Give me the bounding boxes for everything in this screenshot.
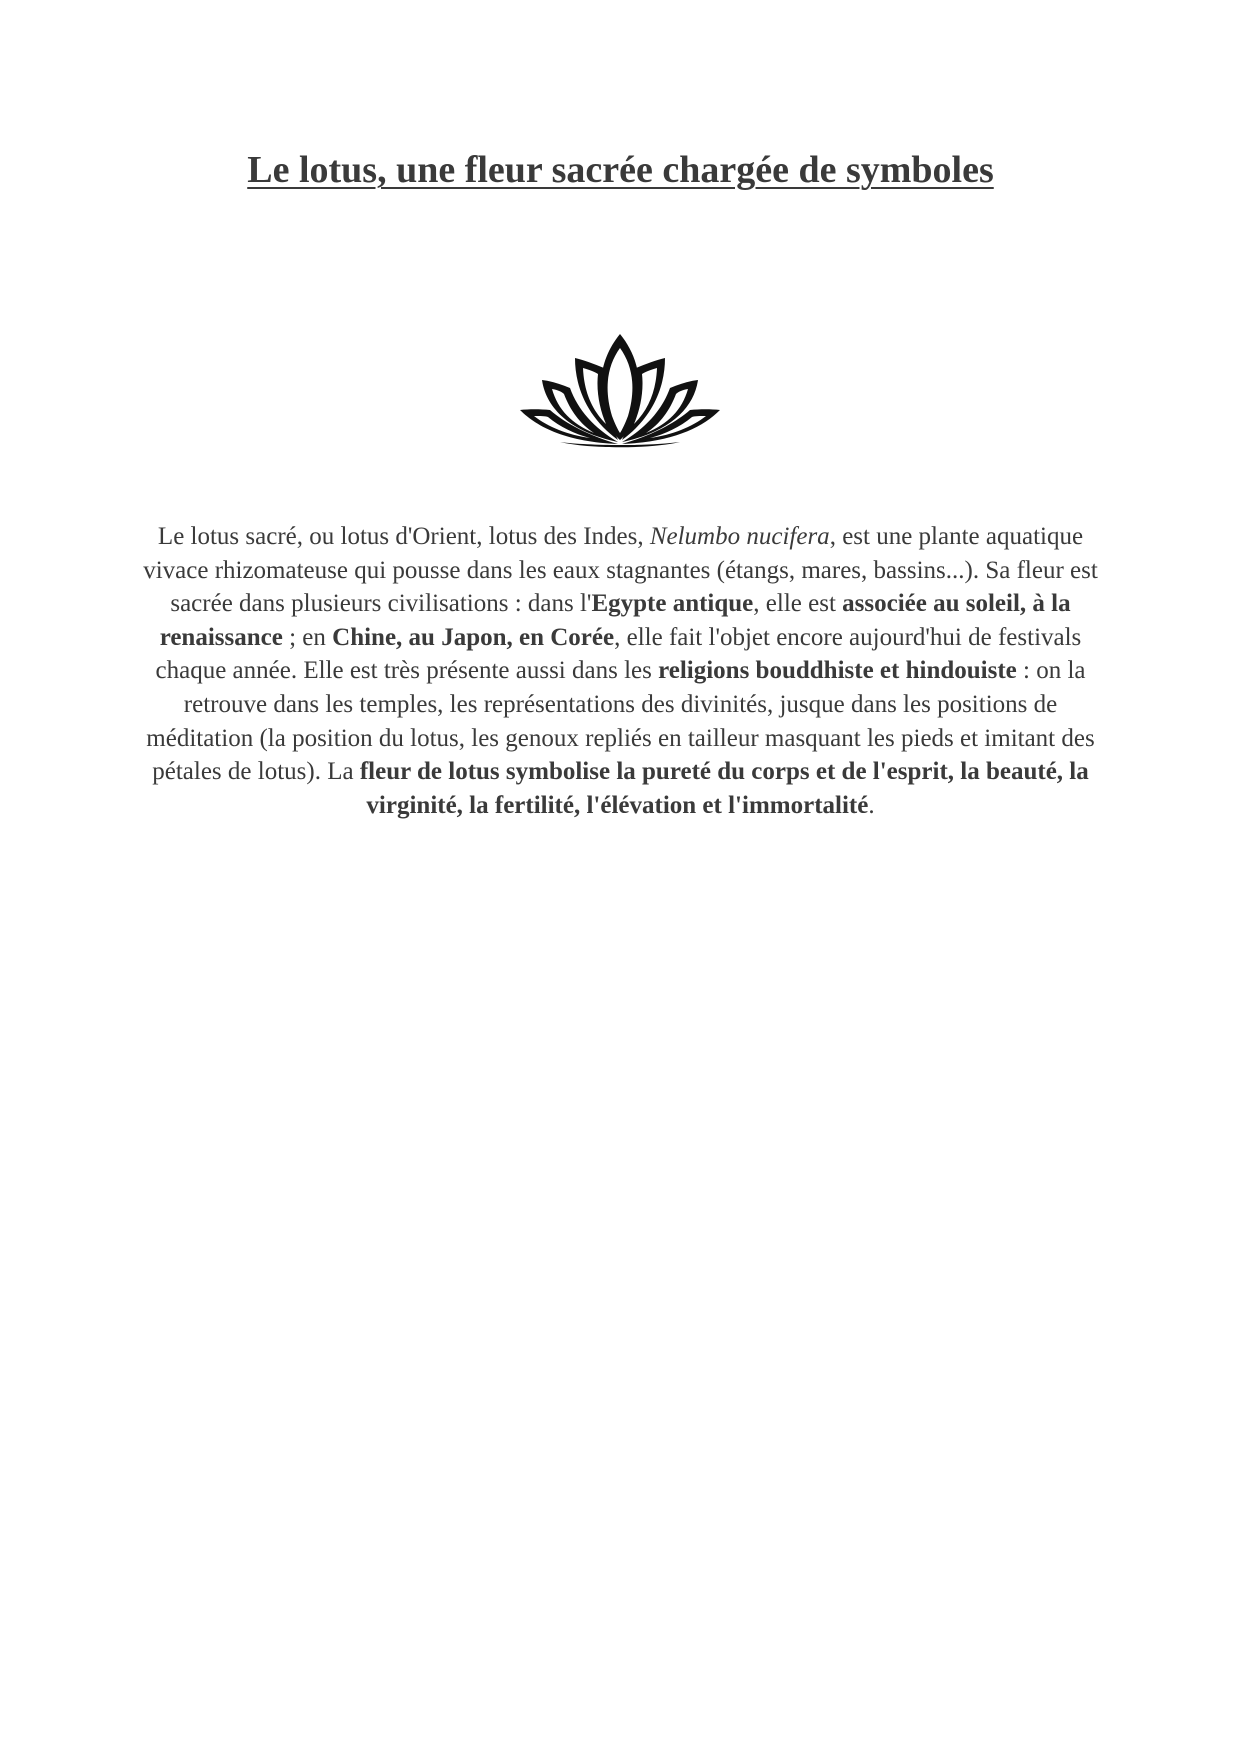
text-run: ; en: [282, 623, 333, 651]
lotus-flower-icon: [520, 332, 720, 450]
description-paragraph: [140, 520, 1101, 822]
text-run: , est une plante aquatique vivace rhizomateuse qui pousse dans les eaux stagnantes (étangs, mares, bassins...). Sa fleur est sacrée dans plusieurs civilisations : dans l': [143, 523, 1098, 618]
page-title: Le lotus, une fleur sacrée chargée de symboles: [247, 149, 994, 191]
emphasis-egypte: Egypte antique: [591, 590, 754, 618]
text-run: , elle fait l'objet encore aujourd'hui de festivals chaque année. Elle est très présente aussi dans les: [155, 623, 1082, 685]
text-run: , elle est: [753, 590, 843, 618]
emphasis-religions: religions bouddhiste et hindouiste: [658, 657, 1017, 685]
emphasis-chine-japon-coree: Chine, au Japon, en Corée: [332, 623, 615, 651]
emphasis-soleil: associée au soleil, à la renaissance: [159, 590, 1071, 651]
text-run: : on la retrouve dans les temples, les représentations des divinités, jusque dans les positions de méditation (la position du lotus, les genoux repliés en tailleur masquant les pieds et imitant des pétales de lotus). La: [146, 657, 1095, 786]
scientific-name: Nelumbo nucifera: [649, 523, 830, 550]
emphasis-symbolism: fleur de lotus symbolise la pureté du corps et de l'esprit, la beauté, la virginité, la fertilité, l'élévation et l'immortalité: [359, 758, 1089, 819]
text-run: Le lotus sacré, ou lotus d'Orient, lotus des Indes,: [157, 523, 650, 550]
text-run: .: [868, 791, 875, 819]
